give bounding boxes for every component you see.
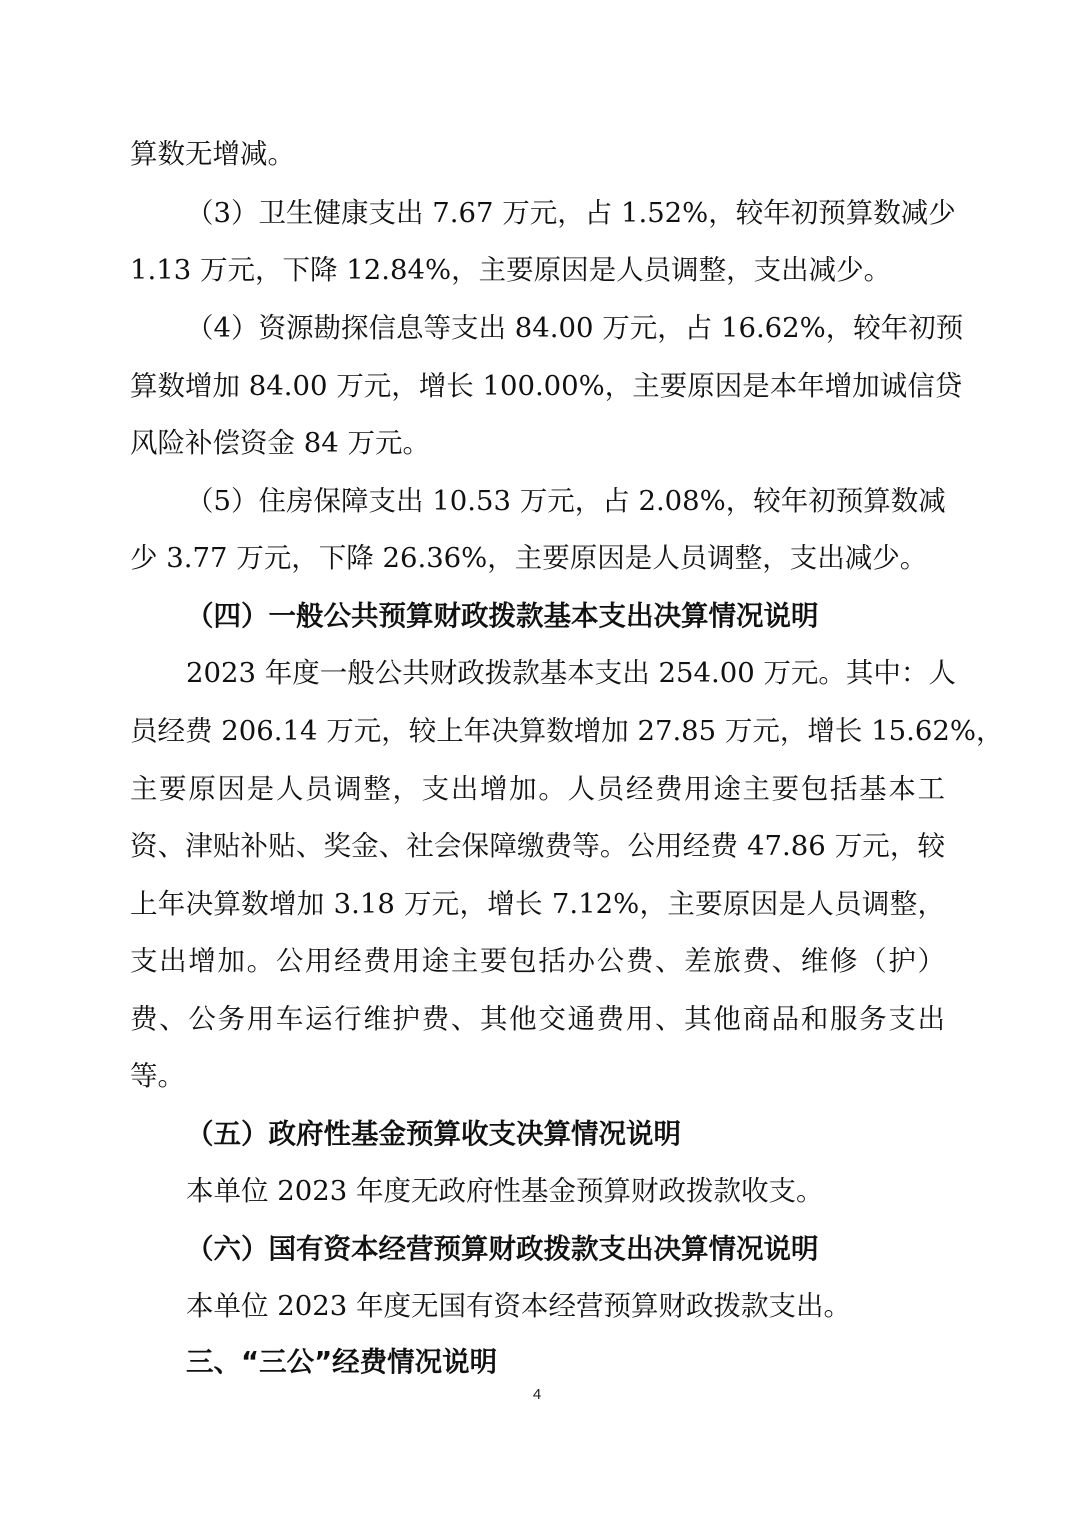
paragraph-line: 本单位 2023 年度无政府性基金预算财政拨款收支。 — [186, 1175, 824, 1207]
paragraph-line: 算数无增减。 — [130, 138, 295, 170]
paragraph-line: 风险补偿资金 84 万元。 — [130, 427, 430, 459]
paragraph-line: 本单位 2023 年度无国有资本经营预算财政拨款支出。 — [186, 1290, 851, 1322]
paragraph-line: 1.13 万元，下降 12.84%，主要原因是人员调整，支出减少。 — [130, 254, 892, 286]
paragraph-line: （5）住房保障支出 10.53 万元，占 2.08%，较年初预算数减 — [186, 485, 946, 517]
paragraph-line: 主要原因是人员调整，支出增加。人员经费用途主要包括基本工 — [130, 773, 945, 805]
page-number: 4 — [532, 1386, 542, 1403]
paragraph-line: 员经费 206.14 万元，较上年决算数增加 27.85 万元，增长 15.62%， — [130, 715, 1004, 747]
paragraph-line: 等。 — [130, 1060, 185, 1092]
paragraph-line: （3）卫生健康支出 7.67 万元，占 1.52%，较年初预算数减少 — [186, 197, 956, 229]
paragraph-line: 算数增加 84.00 万元，增长 100.00%，主要原因是本年增加诚信贷 — [130, 370, 963, 402]
paragraph-line: （4）资源勘探信息等支出 84.00 万元，占 16.62%，较年初预 — [186, 312, 964, 344]
chapter-heading: 三、“三公”经费情况说明 — [186, 1346, 498, 1378]
paragraph-line: 支出增加。公用经费用途主要包括办公费、差旅费、维修（护） — [130, 945, 945, 977]
paragraph-line: 资、津贴补贴、奖金、社会保障缴费等。公用经费 47.86 万元，较 — [130, 830, 945, 862]
section-heading: （四）一般公共预算财政拨款基本支出决算情况说明 — [186, 600, 819, 632]
paragraph-line: 上年决算数增加 3.18 万元，增长 7.12%，主要原因是人员调整， — [130, 888, 945, 920]
paragraph-line: 2023 年度一般公共财政拨款基本支出 254.00 万元。其中：人 — [186, 657, 956, 689]
paragraph-line: 少 3.77 万元，下降 26.36%，主要原因是人员调整，支出减少。 — [130, 542, 928, 574]
section-heading: （六）国有资本经营预算财政拨款支出决算情况说明 — [186, 1233, 819, 1265]
paragraph-line: 费、公务用车运行维护费、其他交通费用、其他商品和服务支出 — [130, 1003, 945, 1035]
section-heading: （五）政府性基金预算收支决算情况说明 — [186, 1118, 681, 1150]
